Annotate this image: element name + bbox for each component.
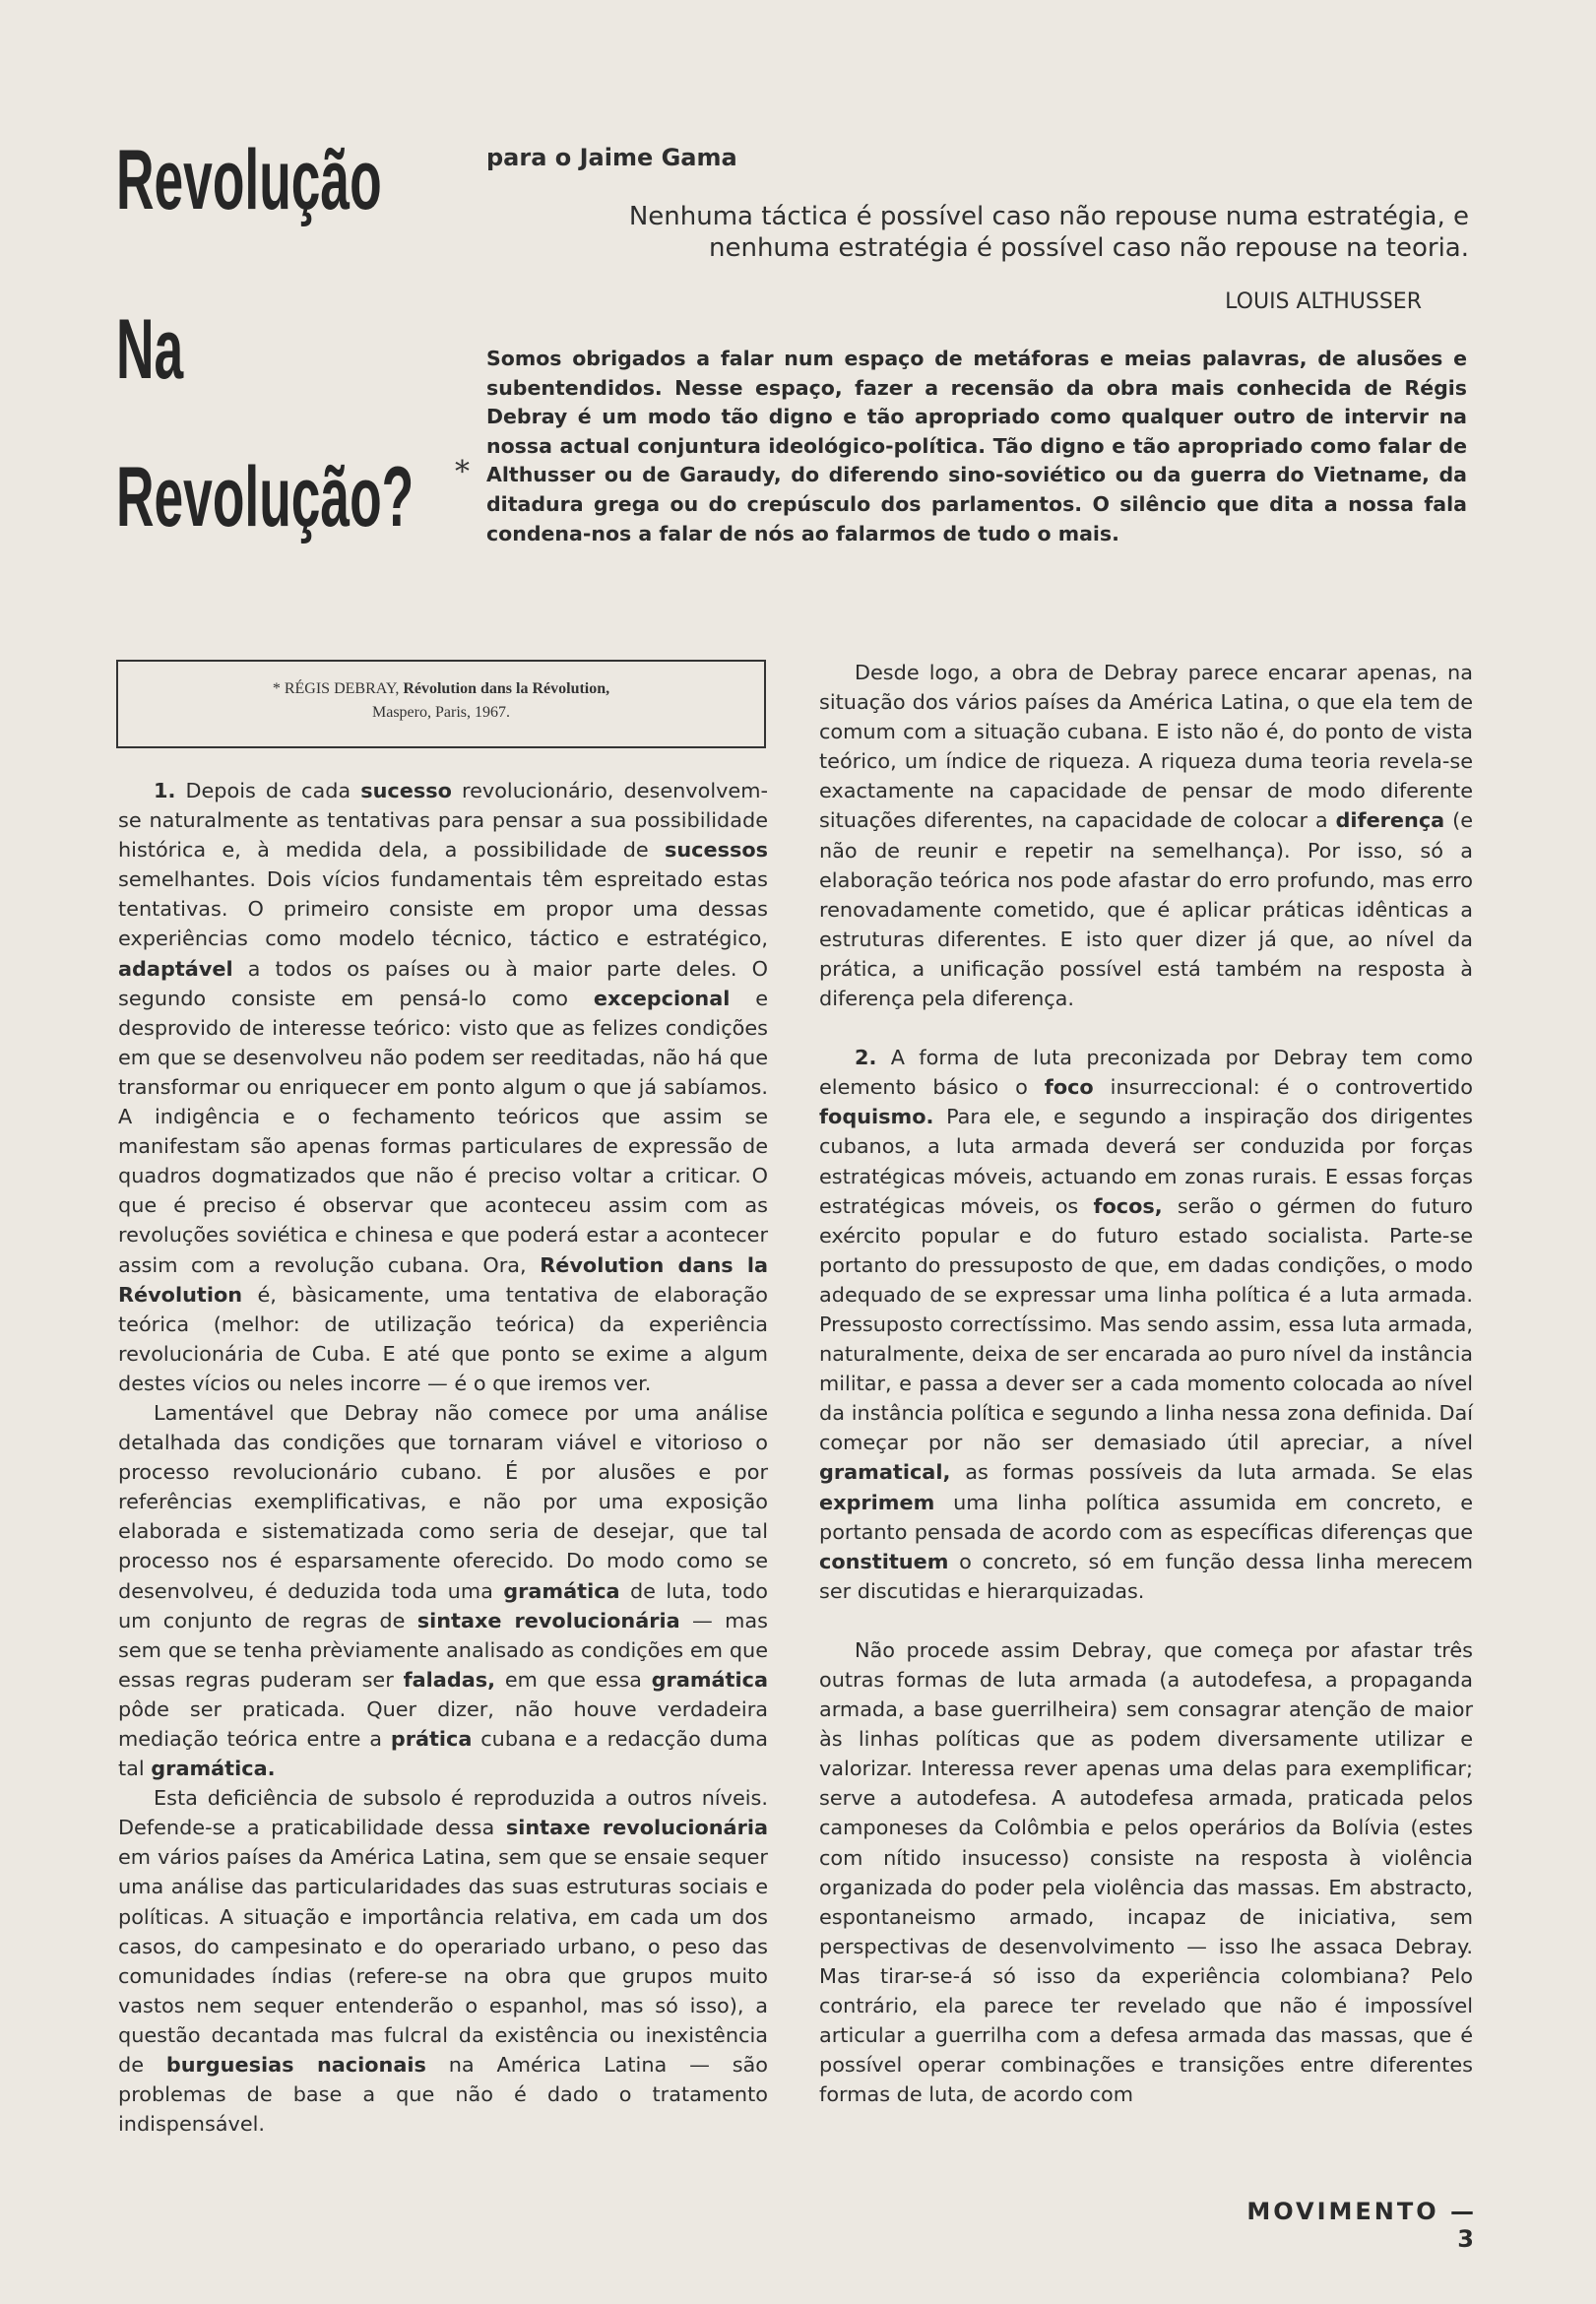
text: de luta, todo um conjunto de regras de bbox=[118, 1578, 768, 1632]
emphasis: sintaxe revolucionária bbox=[416, 1608, 680, 1632]
text: insurreccional: é o controvertido bbox=[1093, 1075, 1473, 1100]
section-number: 2. bbox=[855, 1046, 877, 1070]
right-paragraph-1 bbox=[819, 658, 1473, 1013]
text: serão o gérmen do futuro exército popular e do futuro estado socialista. Parte-se portanto do pressuposto de que, em dadas condições, o modo adequado de se expressar uma linha política é a luta armada. Pressuposto correctíssimo. Mas sendo assim, essa luta armada, naturalmente, deixa de ser encarada ao puro nível da instância militar, e passa a dever ser a cada momento colocada ao nível da instância política e segundo a linha nessa zona definida. Daí começar por não ser demasiado útil apreciar, a nível bbox=[819, 1193, 1473, 1455]
text: A forma de luta preconizada por Debray tem como elemento básico o bbox=[819, 1046, 1473, 1100]
emphasis: sintaxe revolucionária bbox=[505, 1816, 768, 1840]
text: Não procede assim Debray, que começa por afastar três outras formas de luta armada (a autodefesa, a propaganda armada, a base guerrilheira) sem consagrar atenção de maior às linhas políticas que as podem diversamente utilizar e valorizar. Interessa rever apenas uma delas para exemplificar; serve a autodefesa. A autodefesa armada, praticada pelos camponeses da Colômbia e pelos operários da Bolívia (estes com nítido insucesso) consiste na resposta à violência organizada do poder pela violência das massas. Em abstracto, espontaneismo armado, incapaz de iniciativa, sem perspectivas de desenvolvimento — isso lhe assaca Debray. Mas tirar-se-á só isso da experiência colombiana? Pelo contrário, ela parece ter revelado que não é impossível articular a guerrilha com a defesa armada das massas, que é possível operar combinações e transições entre diferentes formas de luta, de acordo com bbox=[819, 1637, 1473, 2107]
right-column bbox=[819, 658, 1473, 2109]
left-paragraph-3 bbox=[118, 1783, 768, 2139]
text: na América Latina — são problemas de base a que não é dado o tratamento indispensável. bbox=[118, 2053, 769, 2137]
emphasis: sucessos bbox=[664, 838, 768, 863]
footnote-book: Révolution dans la Révolution, bbox=[403, 680, 610, 697]
intro-paragraph: Somos obrigados a falar num espaço de metáforas e meias palavras, de alusões e subentendidos. Nesse espaço, fazer a recensão da obra mais conhecida de Régis Debray é um modo tão digno e tão apropriado como qualquer outro de intervir na nossa actual conjuntura ideológico-política. Tão digno e tão apropriado como falar de Althusser ou de Garaudy, do diferendo sino-soviético ou da guerra do Vietname, da ditadura grega ou do crepúsculo dos parlamentos. O silêncio que dita a nossa fala condena-nos a falar de nós ao falarmos de tudo o mais. bbox=[486, 347, 1467, 545]
emphasis: gramática bbox=[503, 1578, 620, 1603]
footnote-publisher: Maspero, Paris, 1967. bbox=[372, 704, 510, 721]
left-paragraph-2 bbox=[118, 1398, 768, 1783]
right-paragraph-3 bbox=[819, 1635, 1473, 2110]
emphasis: gramática. bbox=[151, 1757, 276, 1781]
emphasis: focos, bbox=[1093, 1193, 1163, 1218]
title-line-2: Na bbox=[116, 302, 184, 397]
right-paragraph-2 bbox=[819, 1043, 1473, 1606]
emphasis: faladas, bbox=[403, 1667, 496, 1692]
emphasis: adaptável bbox=[118, 956, 233, 981]
text: Depois de cada bbox=[175, 779, 361, 802]
text: pôde ser praticada. Quer dizer, não houve verdadeira mediação teórica entre a bbox=[118, 1696, 768, 1751]
text: as formas possíveis da luta armada. Se elas bbox=[950, 1460, 1473, 1485]
emphasis: prática bbox=[390, 1727, 473, 1751]
text: Para ele, e segundo a inspiração dos dirigentes cubanos, a luta armada deverá ser conduzida por forças estratégicas móveis, actuando em zonas rurais. E essas forças estratégicas móveis, os bbox=[819, 1105, 1473, 1218]
text: uma linha política assumida em concreto, e portanto pensada de acordo com as específicas diferenças que bbox=[819, 1490, 1473, 1544]
left-paragraph-1 bbox=[118, 776, 768, 1398]
section-number: 1. bbox=[154, 779, 176, 802]
text: a todos os países ou à maior parte deles. O segundo consiste em pensá-lo como bbox=[118, 956, 768, 1010]
dedication: para o Jaime Gama bbox=[486, 144, 737, 171]
emphasis: burguesias nacionais bbox=[165, 2053, 426, 2078]
emphasis: constituem bbox=[819, 1549, 949, 1573]
emphasis: sucesso bbox=[360, 779, 452, 802]
left-column bbox=[118, 776, 768, 2139]
emphasis: gramática bbox=[651, 1667, 768, 1692]
text: Esta deficiência de subsolo é reproduzida a outros níveis. Defende-se a praticabilidade dessa bbox=[118, 1786, 768, 1840]
emphasis: gramatical, bbox=[819, 1460, 951, 1485]
emphasis: foquismo. bbox=[819, 1105, 934, 1129]
title-line-1: Revolução bbox=[116, 133, 382, 227]
text: cubana e a redacção duma tal bbox=[118, 1727, 768, 1781]
epigraph-author: LOUIS ALTHUSSER bbox=[1225, 289, 1422, 314]
title-line-3: Revolução? bbox=[116, 450, 415, 544]
text: (e não de reunir e repetir na semelhança). Por isso, só a elaboração teórica nos pode afastar do erro profundo, mas erro renovadamente cometido, que é aplicar práticas idênticas a estruturas diferentes. E isto quer dizer já que, ao nível da prática, a unificação possível está também na resposta à diferença pela diferença. bbox=[819, 808, 1473, 1011]
text: e desprovido de interesse teórico: visto que as felizes condições em que se desenvolveu não podem ser reeditadas, não há que transformar ou enriquecer em ponto algum o que já sabíamos. A indigência e o fechamento teóricos que assim se manifestam são apenas formas particulares de expressão de quadros dogmatizados que não é preciso voltar a criticar. O que é preciso é observar que aconteceu assim com as revoluções soviética e chinesa e que poderá estar a acontecer assim com a revolução cubana. Ora, bbox=[118, 986, 769, 1277]
emphasis: exprimem bbox=[819, 1490, 935, 1514]
emphasis: diferença bbox=[1335, 808, 1445, 833]
footnote-box bbox=[116, 660, 766, 748]
footnote-prefix: * RÉGIS DEBRAY, bbox=[272, 680, 404, 697]
text: é, bàsicamente, uma tentativa de elaboração teórica (melhor: de utilização teórica) da experiência revolucionária de Cuba. E até que ponto se exime a algum destes vícios ou neles incorre — é o que iremos ver. bbox=[118, 1282, 768, 1395]
text: o concreto, só em função dessa linha merecem ser discutidas e hierarquizadas. bbox=[819, 1549, 1473, 1603]
emphasis: Révolution dans la Révolution bbox=[118, 1252, 768, 1307]
text: em vários países da América Latina, sem que se ensaie sequer uma análise das particularidades das suas estruturas sociais e políticas. A situação e importância relativa, em cada um dos casos, do campesinato e do operariado urbano, o peso das comunidades índias (refere-se na obra que grupos muito vastos nem sequer entenderão o espanhol, mas só isso), a questão decantada mas fulcral da existência ou inexistência de bbox=[118, 1845, 768, 2078]
text: Desde logo, a obra de Debray parece encarar apenas, na situação dos vários países da América Latina, o que ela tem de comum com a situação cubana. E isto não é, do ponto de vista teórico, um índice de riqueza. A riqueza duma teoria revela-se exactamente na capacidade de pensar de modo diferente situações diferentes, na capacidade de colocar a bbox=[819, 661, 1473, 833]
epigraph-text: Nenhuma táctica é possível caso não repouse numa estratégia, e nenhuma estratégia é possível caso não repouse na teoria. bbox=[628, 202, 1469, 263]
page-footer: MOVIMENTO — 3 bbox=[1246, 2198, 1477, 2253]
text: semelhantes. Dois vícios fundamentais têm espreitado estas tentativas. O primeiro consiste em propor uma dessas experiências como modelo técnico, táctico e estratégico, bbox=[118, 867, 768, 951]
emphasis: excepcional bbox=[593, 986, 731, 1010]
text: revolucionário, desenvolvem-se naturalmente as tentativas para pensar a sua possibilidade histórica e, à medida dela, a possibilidade de bbox=[118, 779, 768, 863]
text: Lamentável que Debray não comece por uma análise detalhada das condições que tornaram viável e vitorioso o processo revolucionário cubano. É por alusões e por referências exemplificativas, e não por uma exposição elaborada e sistematizada como seria de desejar, que tal processo nos é esparsamente oferecido. Do modo como se desenvolveu, é deduzida toda uma bbox=[118, 1400, 768, 1603]
text: — mas sem que se tenha prèviamente analisado as condições em que essas regras puderam ser bbox=[118, 1608, 768, 1692]
emphasis: foco bbox=[1044, 1075, 1094, 1100]
text: em que essa bbox=[495, 1667, 652, 1692]
title-asterisk: * bbox=[455, 455, 470, 489]
